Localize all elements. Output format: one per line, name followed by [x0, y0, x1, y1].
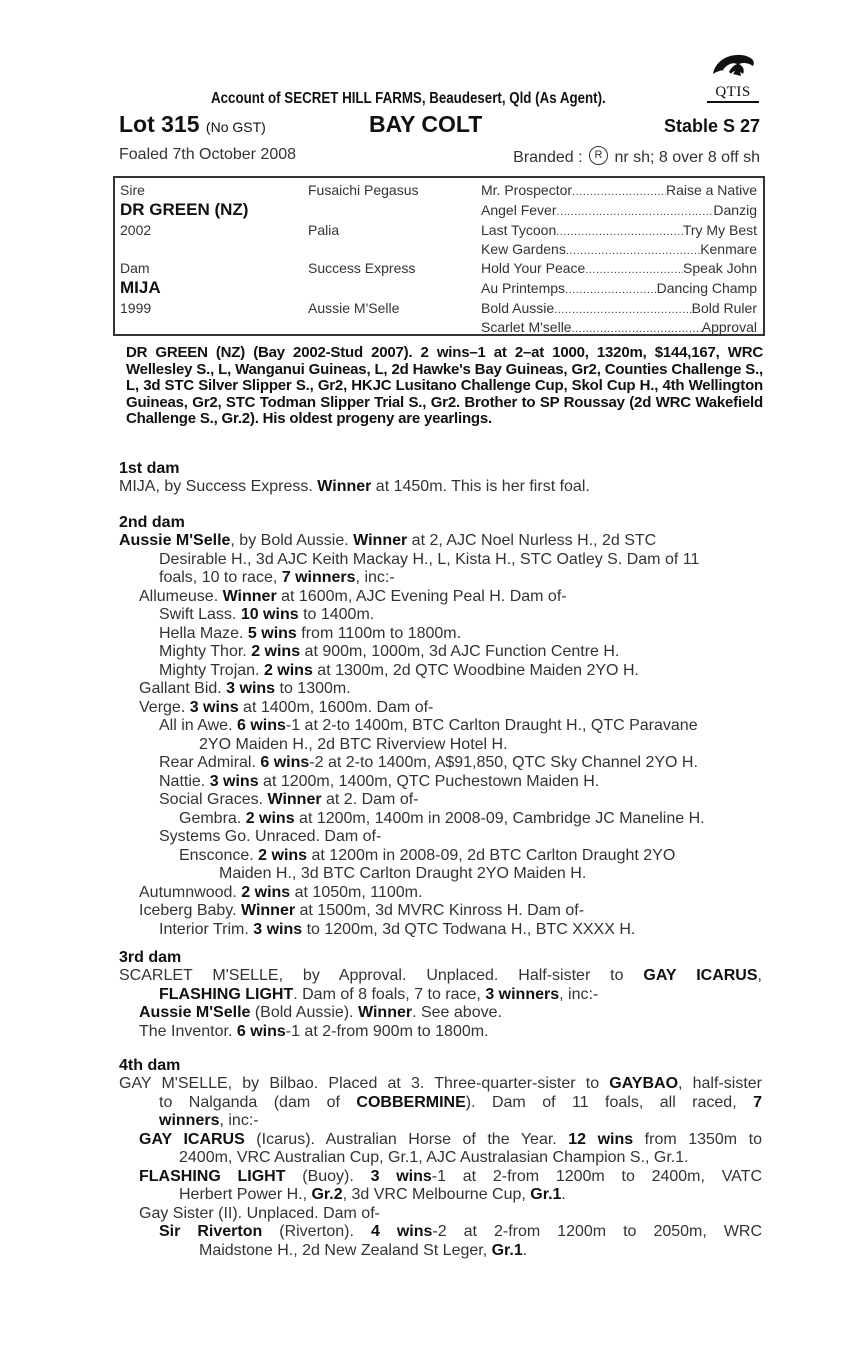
vendor-account: Account of SECRET HILL FARMS, Beaudesert, Qld (As Agent). — [211, 90, 606, 107]
progeny-line: Iceberg Baby. Winner at 1500m, 3d MVRC Kinross H. Dam of- — [139, 902, 585, 919]
logo-text: QTIS — [707, 84, 759, 103]
branded-text: nr sh; 8 over 8 off sh — [614, 149, 760, 166]
progeny-line: Nattie. 3 wins at 1200m, 1400m, QTC Puchestown Maiden H. — [159, 772, 600, 790]
dam-line: Aussie M'Selle, by Bold Aussie. Winner at 2, AJC Noel Nurless H., 2d STC — [119, 532, 657, 549]
lot-header — [119, 111, 762, 141]
sire-label: Sire — [120, 182, 145, 198]
foaled-row — [119, 146, 762, 168]
section-heading: 2nd dam — [119, 514, 185, 531]
progeny-line: Verge. 3 wins at 1400m, 1600m. Dam of- — [139, 698, 434, 716]
branded-label: Branded : — [513, 149, 583, 166]
great-grandparent-row — [481, 319, 757, 335]
horse-type: BAY COLT — [369, 111, 483, 137]
grandsire-sire: Fusaichi Pegasus — [308, 182, 419, 198]
dam-line: winners, inc:- — [159, 1112, 259, 1129]
fourth-dam-section — [119, 1057, 762, 1260]
dam-line: Desirable H., 3d AJC Keith Mackay H., L, Kista H., STC Oatley S. Dam of 11 — [159, 550, 700, 568]
second-dam-section — [119, 514, 762, 939]
progeny-line: Gembra. 2 wins at 1200m, 1400m in 2008-09, Cambridge JC Maneline H. — [179, 809, 705, 827]
progeny-line: Herbert Power H., Gr.2, 3d VRC Melbourne Cup, Gr.1. — [179, 1186, 566, 1203]
ggp-right: Try My Best — [682, 222, 757, 238]
pedigree-table — [113, 176, 765, 336]
progeny-line: Swift Lass. 10 wins to 1400m. — [159, 606, 375, 623]
sire-name: DR GREEN (NZ) — [120, 200, 249, 219]
great-grandparent-row — [481, 182, 757, 198]
first-dam-section — [119, 460, 762, 497]
lot-note: (No GST) — [205, 119, 266, 135]
ggp-right: Approval — [701, 319, 757, 335]
ggp-right: Bold Ruler — [691, 300, 757, 316]
sire-summary: DR GREEN (NZ) (Bay 2002-Stud 2007). 2 wins–1 at 2–at 1000, 1320m, $144,167, WRC Wellesley S., L, Wanganui Guineas, L, 2d Hawke's Bay Guineas, Gr2, Counties Challenge S., L, 3d STC Silver Slipper S., Gr2, HKJC Lusitano Challenge Cup, Skol Cup H., 4th Wellington Guineas, Gr2, STC Todman Slipper Trial S., Gr2. Brother to SP Roussay (2d WRC Wakefield Challenge S., Gr.2). His oldest progeny are yearlings. — [126, 344, 763, 427]
progeny-line: Maiden H., 3d BTC Carlton Draught 2YO Maiden H. — [219, 865, 587, 882]
stable-number: Stable S 27 — [663, 116, 760, 136]
grandsire-dam: Success Express — [308, 260, 416, 276]
great-grandparent-row — [481, 222, 757, 238]
great-grandparent-row — [481, 260, 757, 276]
great-grandparent-row — [481, 202, 757, 218]
ggp-left: Scarlet M'selle — [481, 319, 572, 335]
ggp-left: Mr. Prospector — [481, 182, 573, 198]
progeny-line: Aussie M'Selle (Bold Aussie). Winner. See above. — [139, 1004, 502, 1021]
progeny-line: Hella Maze. 5 wins from 1100m to 1800m. — [159, 624, 462, 642]
great-grandparent-row — [481, 280, 757, 296]
progeny-line: Mighty Trojan. 2 wins at 1300m, 2d QTC Woodbine Maiden 2YO H. — [159, 661, 639, 679]
ggp-left: Kew Gardens — [481, 241, 566, 257]
ggp-right: Raise a Native — [665, 182, 757, 198]
dam-label: Dam — [120, 260, 150, 276]
progeny-line: 2400m, VRC Australian Cup, Gr.1, AJC Australasian Champion S., Gr.1. — [179, 1149, 689, 1166]
section-heading: 1st dam — [119, 460, 180, 477]
progeny-line: GAY ICARUS (Icarus). Australian Horse of the Year. 12 wins from 1350m to — [139, 1130, 762, 1148]
progeny-line: All in Awe. 6 wins-1 at 2-to 1400m, BTC Carlton Draught H., QTC Paravane — [159, 717, 698, 734]
foaled-date: Foaled 7th October 2008 — [119, 146, 297, 163]
progeny-line: Gay Sister (II). Unplaced. Dam of- — [139, 1204, 380, 1222]
progeny-line: 2YO Maiden H., 2d BTC Riverview Hotel H. — [199, 735, 508, 753]
great-grandparent-row — [481, 241, 757, 257]
progeny-line: Maidstone H., 2d New Zealand St Leger, Gr.1. — [199, 1241, 528, 1259]
ggp-right: Kenmare — [700, 241, 757, 257]
dam-line: GAY M'SELLE, by Bilbao. Placed at 3. Three-quarter-sister to GAYBAO, half-sister — [119, 1075, 762, 1092]
progeny-line: Interior Trim. 3 wins to 1200m, 3d QTC Todwana H., BTC XXXX H. — [159, 920, 636, 938]
dam-line: to Nalganda (dam of COBBERMINE). Dam of 11 foals, all raced, 7 — [159, 1093, 763, 1111]
progeny-line: Autumnwood. 2 wins at 1050m, 1100m. — [139, 883, 423, 901]
progeny-line: Gallant Bid. 3 wins to 1300m. — [139, 680, 351, 697]
dam-year: 1999 — [120, 300, 152, 316]
horse-head-icon — [709, 52, 757, 84]
dam-line: FLASHING LIGHT. Dam of 8 foals, 7 to race, 3 winners, inc:- — [159, 985, 599, 1003]
progeny-line: Mighty Thor. 2 wins at 900m, 1000m, 3d AJC Function Centre H. — [159, 643, 620, 660]
progeny-line: FLASHING LIGHT (Buoy). 3 wins-1 at 2-from 1200m to 2400m, VATC — [139, 1167, 762, 1185]
ggp-right: Speak John — [683, 260, 757, 276]
progeny-line: Ensconce. 2 wins at 1200m in 2008-09, 2d BTC Carlton Draught 2YO — [179, 846, 676, 864]
ggp-left: Bold Aussie — [481, 300, 555, 316]
ggp-left: Hold Your Peace — [481, 260, 586, 276]
qtis-logo — [707, 52, 759, 110]
ggp-left: Last Tycoon — [481, 222, 557, 238]
ggp-right: Danzig — [713, 202, 757, 218]
great-grandparent-row — [481, 300, 757, 316]
ggp-left: Au Printemps — [481, 280, 566, 296]
lot-label: Lot 315 — [119, 111, 200, 137]
sire-year: 2002 — [120, 222, 152, 238]
section-heading: 3rd dam — [119, 949, 182, 966]
registered-brand-icon: R — [589, 146, 608, 165]
granddam-dam: Aussie M'Selle — [308, 300, 400, 316]
dam-line: MIJA, by Success Express. Winner at 1450m. This is her first foal. — [119, 478, 590, 495]
dam-line: foals, 10 to race, 7 winners, inc:- — [159, 569, 395, 586]
ggp-left: Angel Fever — [481, 202, 557, 218]
progeny-line: Systems Go. Unraced. Dam of- — [159, 828, 382, 845]
third-dam-section — [119, 949, 762, 1041]
progeny-line: Sir Riverton (Riverton). 4 wins-2 at 2-from 1200m to 2050m, WRC — [159, 1223, 763, 1240]
progeny-line: Allumeuse. Winner at 1600m, AJC Evening Peal H. Dam of- — [139, 587, 567, 605]
section-heading: 4th dam — [119, 1057, 181, 1074]
dam-line: SCARLET M'SELLE, by Approval. Unplaced. Half-sister to GAY ICARUS, — [119, 967, 762, 984]
lot-number — [119, 111, 266, 138]
dam-name: MIJA — [120, 278, 161, 297]
progeny-line: The Inventor. 6 wins-1 at 2-from 900m to 1800m. — [139, 1022, 489, 1040]
progeny-line: Social Graces. Winner at 2. Dam of- — [159, 791, 419, 808]
branded-info — [513, 146, 760, 167]
granddam-sire: Palia — [308, 222, 340, 238]
ggp-right: Dancing Champ — [656, 280, 757, 296]
progeny-line: Rear Admiral. 6 wins-2 at 2-to 1400m, A$91,850, QTC Sky Channel 2YO H. — [159, 754, 698, 771]
